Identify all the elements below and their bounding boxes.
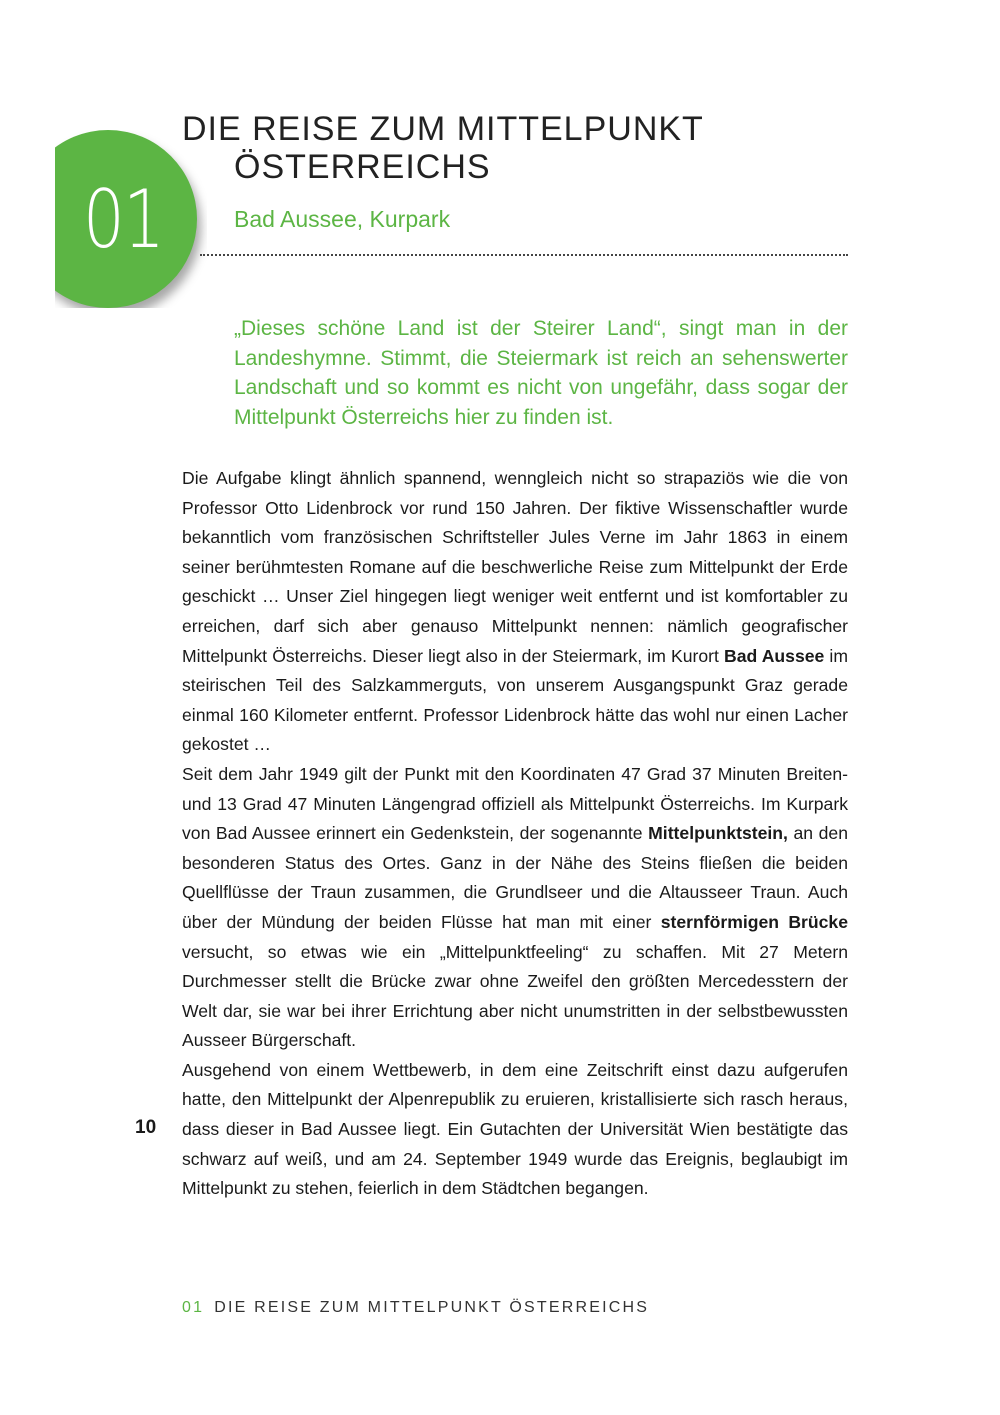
highlight-sternfoermige-bruecke: sternförmigen Brücke — [660, 911, 848, 932]
body-text-span: an den besonderen Status des Ortes. Ganz in der Nähe des Steins fließen die beiden Quellflüsse der Traun zusammen, die Grundlseer und die Altausseer Traun. Auch über der Mündung der beiden Flüsse hat man mit einer — [182, 823, 849, 932]
page-number: 10 — [135, 1117, 157, 1138]
dotted-divider — [200, 254, 848, 256]
highlight-bad-aussee: Bad Aussee — [724, 645, 825, 666]
body-paragraph-1 — [182, 464, 848, 760]
chapter-subtitle: Bad Aussee, Kurpark — [234, 206, 451, 232]
body-text-span: versucht, so etwas wie ein „Mittelpunktfeeling“ zu schaffen. Mit 27 Metern Durchmesser stellt die Brücke zwar ohne Zweifel den größten Mercedesstern der Welt dar, sie war bei ihrer Errichtung aber nicht unumstritten in der selbstbewussten Ausseer Bürgerschaft. — [182, 941, 848, 1051]
lead-paragraph: „Dieses schöne Land ist der Steirer Land“, singt man in der Landeshymne. Stimmt, die Steiermark ist reich an sehenswerter Landschaft und so kommt es nicht von ungefähr, dass sogar der Mittelpunkt Österreichs hier zu finden ist. — [234, 317, 848, 429]
body-text-span: Seit dem Jahr 1949 gilt der Punkt mit den Koordinaten 47 Grad 37 Minuten Breiten- und 13 Grad 47 Minuten Längengrad offiziell als Mittelpunkt Österreichs. Im Kurpark von Bad Aussee erinnert ein Gedenkstein, der sogenannte — [182, 763, 848, 844]
highlight-mittelpunktstein: Mittelpunktstein, — [648, 823, 788, 844]
footer-chapter-number: 01 — [182, 1299, 205, 1316]
chapter-title-line1: DIE REISE ZUM MITTELPUNKT — [182, 110, 704, 148]
body-text — [182, 464, 848, 1204]
body-paragraph-2 — [182, 760, 848, 1056]
chapter-title-line2: ÖSTERREICHS — [234, 148, 491, 186]
body-paragraph-3: Ausgehend von einem Wettbewerb, in dem eine Zeitschrift einst dazu aufgerufen hatte, den Mittelpunkt der Alpenrepublik zu eruieren, kristallisierte sich rasch heraus, dass dieser in Bad Aussee liegt. Ein Gutachten der Universität Wien bestätigte das schwarz auf weiß, und am 24. September 1949 wurde das Ereignis, beglaubigt im Mittelpunkt zu stehen, feierlich in dem Städtchen begangen. — [182, 1059, 848, 1199]
footer-chapter-title: DIE REISE ZUM MITTELPUNKT ÖSTERREICHS — [214, 1299, 650, 1316]
chapter-title — [182, 110, 862, 186]
body-text-span: im steirischen Teil des Salzkammerguts, von unserem Ausgangspunkt Graz gerade einmal 160 Kilometer entfernt. Professor Lidenbrock hätte das wohl nur einen Lacher gekostet … — [182, 645, 848, 755]
body-text-span: Die Aufgabe klingt ähnlich spannend, wenngleich nicht so strapaziös wie die von Professor Otto Lidenbrock vor rund 150 Jahren. Der fiktive Wissenschaftler wurde bekanntlich vom französischen Schriftsteller Jules Verne im Jahr 1863 in einem seiner berühmtesten Romane auf die beschwerliche Reise zum Mittelpunkt der Erde geschickt … Unser Ziel hingegen liegt weniger weit entfernt und ist komfortabler zu erreichen, darf sich aber genauso Mittelpunkt nennen: nämlich geografischer Mittelpunkt Österreichs. Dieser liegt also in der Steiermark, im Kurort — [182, 468, 848, 666]
chapter-number: 01 — [83, 173, 164, 266]
running-footer — [182, 1299, 649, 1317]
